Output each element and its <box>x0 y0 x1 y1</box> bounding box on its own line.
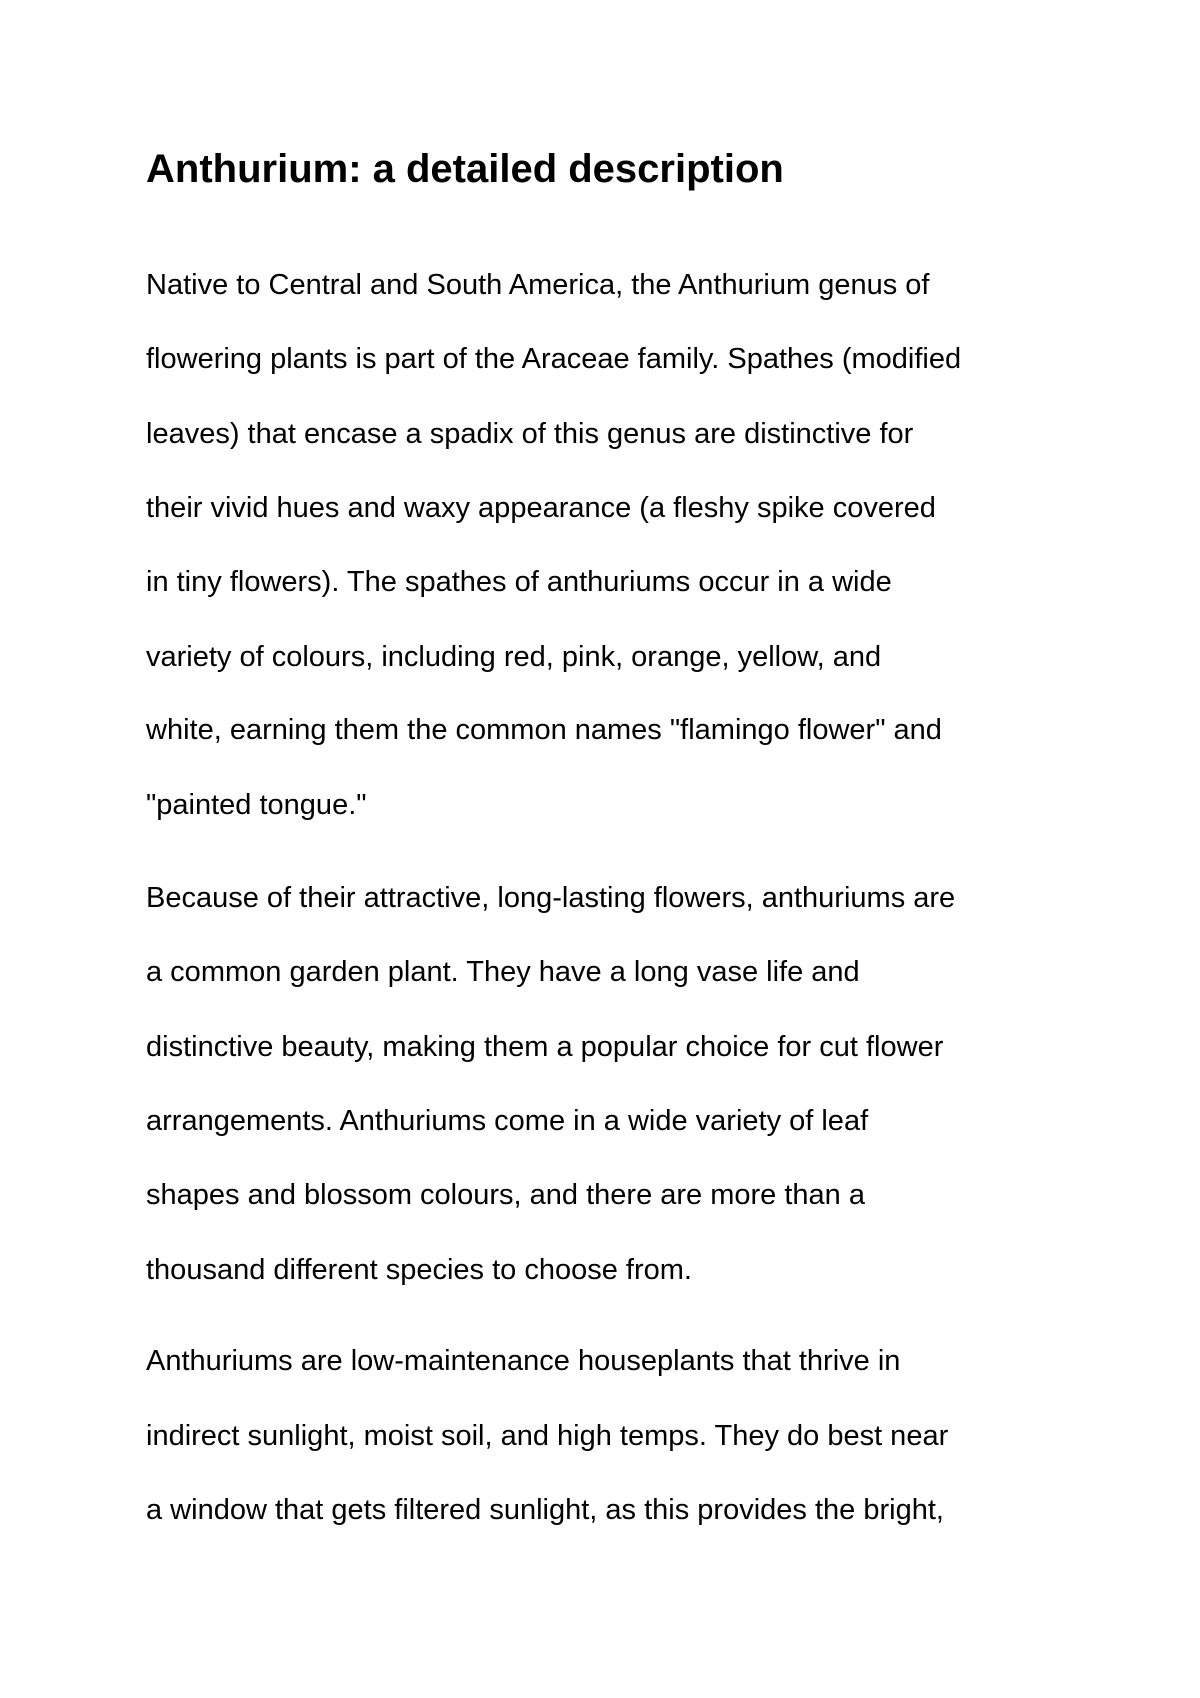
paragraph-line: Anthuriums are low-maintenance houseplants that thrive in <box>146 1345 901 1377</box>
paragraph-line: leaves) that encase a spadix of this genus are distinctive for <box>146 418 914 450</box>
paragraph-line: indirect sunlight, moist soil, and high temps. They do best near <box>146 1420 949 1452</box>
paragraph-line: flowering plants is part of the Araceae family. Spathes (modified <box>146 343 962 375</box>
paragraph-line: variety of colours, including red, pink, orange, yellow, and <box>146 641 882 673</box>
paragraph-line: their vivid hues and waxy appearance (a fleshy spike covered <box>146 492 936 524</box>
paragraph-line: Native to Central and South America, the Anthurium genus of <box>146 269 930 301</box>
paragraph-line: thousand different species to choose from. <box>146 1254 692 1286</box>
page-title: Anthurium: a detailed description <box>146 147 784 191</box>
paragraph-line: a common garden plant. They have a long vase life and <box>146 956 860 988</box>
paragraph-line: Because of their attractive, long-lasting flowers, anthuriums are <box>146 882 956 914</box>
paragraph-line: "painted tongue." <box>146 789 367 821</box>
paragraph-line: in tiny flowers). The spathes of anthuriums occur in a wide <box>146 566 892 598</box>
paragraph-line: a window that gets filtered sunlight, as this provides the bright, <box>146 1494 944 1526</box>
paragraph-line: white, earning them the common names "flamingo flower" and <box>146 714 942 746</box>
paragraph-line: arrangements. Anthuriums come in a wide variety of leaf <box>146 1105 869 1137</box>
paragraph-line: shapes and blossom colours, and there are more than a <box>146 1179 865 1211</box>
paragraph-line: distinctive beauty, making them a popular choice for cut flower <box>146 1031 944 1063</box>
